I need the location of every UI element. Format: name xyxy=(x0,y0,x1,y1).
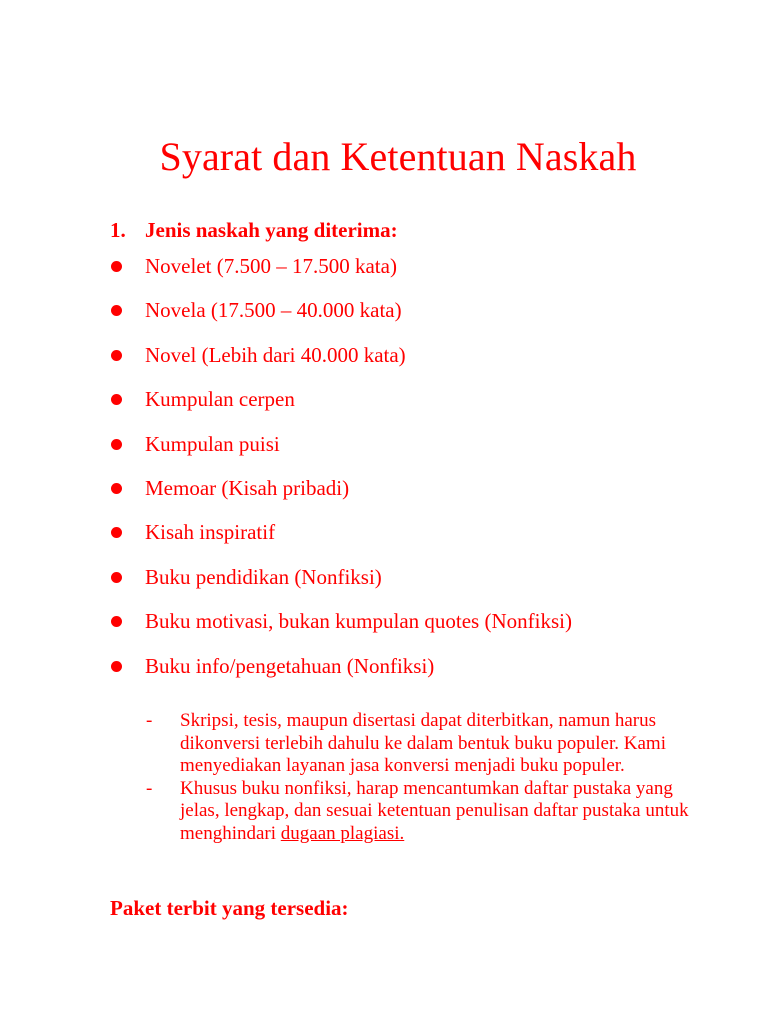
list-item-text: Buku info/pengetahuan (Nonfiksi) xyxy=(145,653,435,678)
list-item-text: Novelet (7.500 – 17.500 kata) xyxy=(145,254,397,278)
section-heading-jenis-naskah xyxy=(110,216,398,244)
paket-heading: Paket terbit yang tersedia: xyxy=(110,896,349,920)
list-item-text: Kisah inspiratif xyxy=(145,520,276,545)
bullet-icon xyxy=(111,483,122,494)
bullet-icon xyxy=(111,661,122,672)
bullet-icon xyxy=(111,305,122,316)
list-item-text: Novela (17.500 – 40.000 kata) xyxy=(145,298,402,323)
section-number: 1. xyxy=(110,218,126,242)
bullet-icon xyxy=(111,350,122,361)
page-title: Syarat dan Ketentuan Naskah xyxy=(159,134,637,179)
list-item-text: Memoar (Kisah pribadi) xyxy=(145,475,350,500)
note-text: Skripsi, tesis, maupun disertasi dapat diterbitkan, namun harus dikonversi terlebih dahulu ke dalam bentuk buku populer. Kami menyediakan layanan jasa konversi menjadi buku populer. xyxy=(180,710,666,777)
note-text-main: Khusus buku nonfiksi, harap mencantumkan daftar pustaka yang jelas, lengkap, dan sesuai ketentuan penulisan daftar pustaka untuk menghindari xyxy=(180,777,689,844)
list-item-text: Novel (Lebih dari 40.000 kata) xyxy=(145,342,406,367)
dash-marker: - xyxy=(146,777,153,799)
list-item-text: Buku motivasi, bukan kumpulan quotes (Nonfiksi) xyxy=(145,609,572,634)
bullet-icon xyxy=(111,616,122,627)
bullet-icon xyxy=(111,572,122,583)
plagiarism-link[interactable]: dugaan plagiasi. xyxy=(280,822,405,844)
note-item-nonfiksi xyxy=(146,778,706,846)
list-item-text: Kumpulan puisi xyxy=(145,431,280,456)
notes-list xyxy=(146,710,706,846)
bullet-icon xyxy=(111,261,122,272)
bullet-icon xyxy=(111,394,122,405)
list-item-text: Kumpulan cerpen xyxy=(145,387,295,412)
note-text xyxy=(180,778,706,846)
bullet-icon xyxy=(111,527,122,538)
section-heading-text: Jenis naskah yang diterima: xyxy=(145,218,398,242)
bullet-icon xyxy=(111,439,122,450)
list-item-text: Buku pendidikan (Nonfiksi) xyxy=(145,564,382,589)
dash-marker: - xyxy=(146,710,153,731)
note-item-skripsi xyxy=(146,710,706,778)
